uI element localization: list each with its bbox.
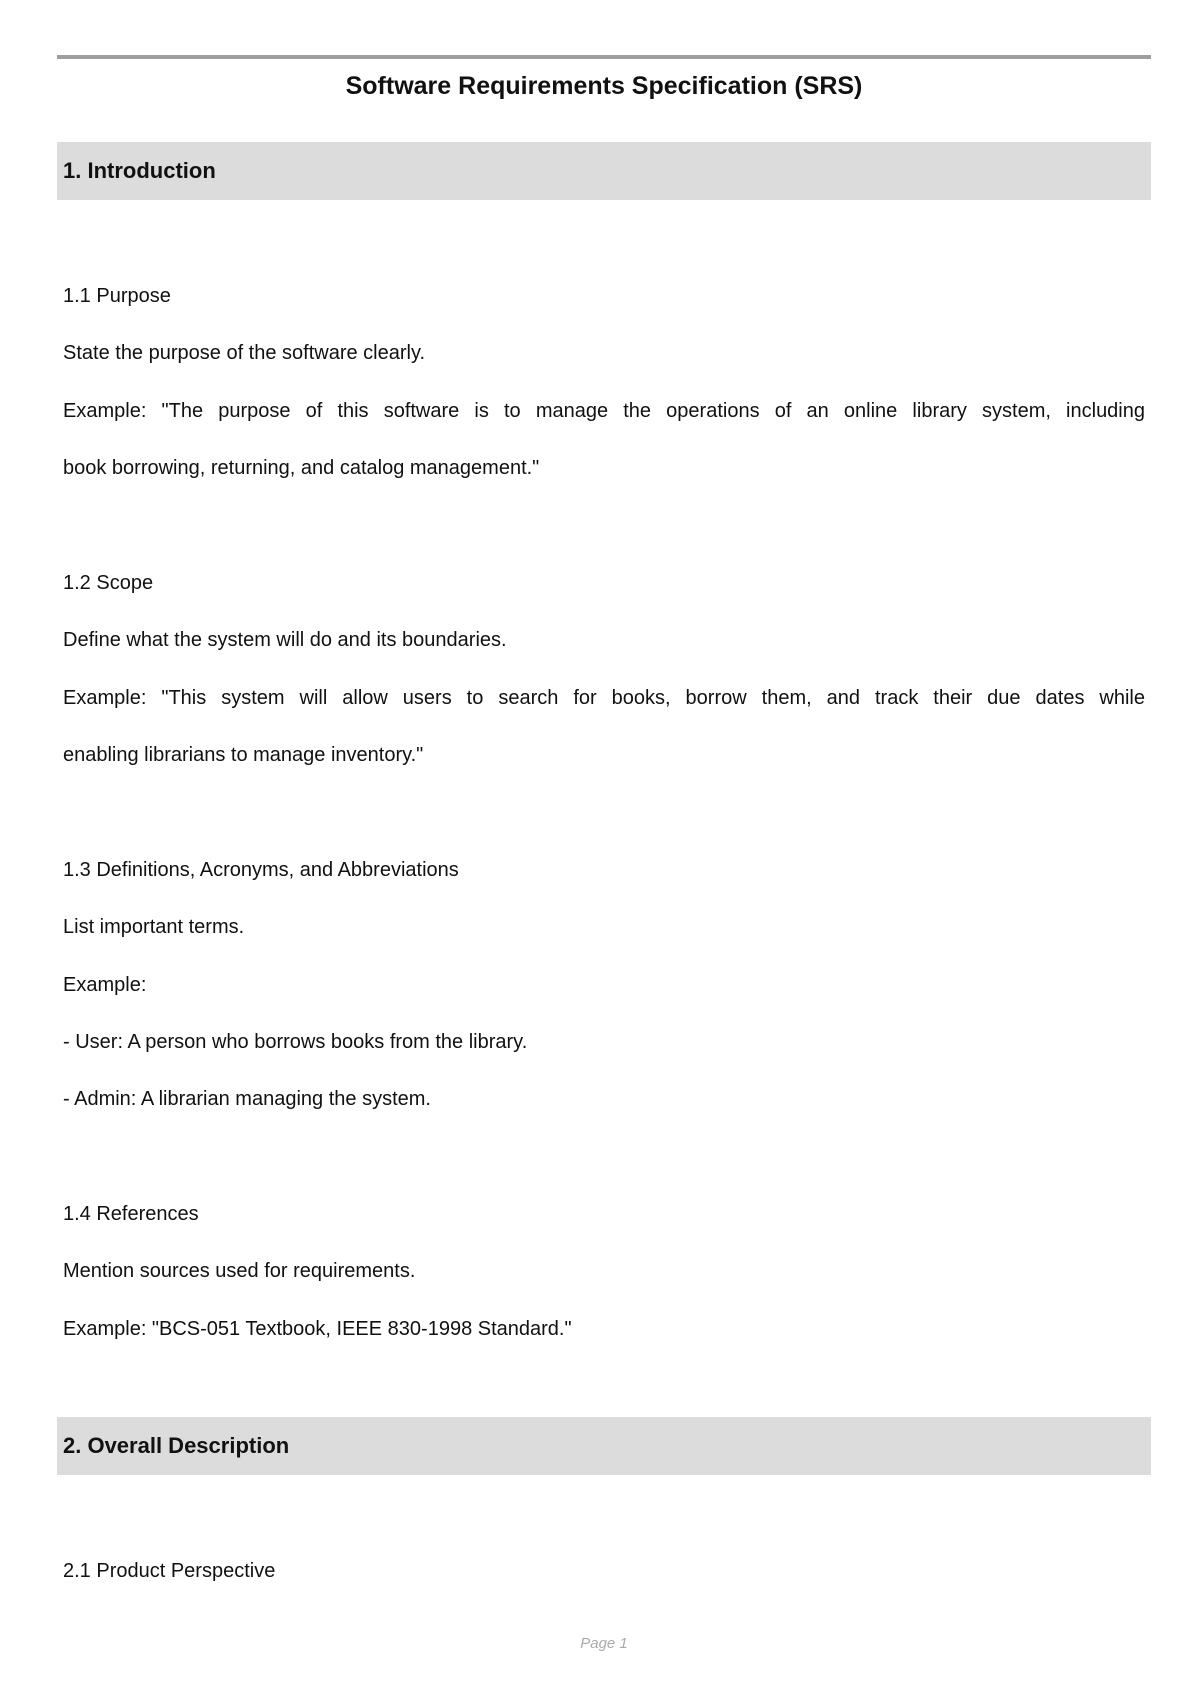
list-item: - Admin: A librarian managing the system. [63, 1088, 431, 1110]
section-header-introduction: 1. Introduction [57, 142, 1151, 200]
paragraph-line: enabling librarians to manage inventory." [63, 744, 424, 766]
paragraph-line: book borrowing, returning, and catalog management." [63, 457, 540, 479]
paragraph-line: Example: "The purpose of this software is to manage the operations of an online library system, including [63, 400, 1145, 422]
list-item: - User: A person who borrows books from the library. [63, 1031, 528, 1053]
subsection-title-references: 1.4 References [63, 1203, 199, 1225]
subsection-title-product-perspective: 2.1 Product Perspective [63, 1560, 276, 1582]
paragraph-line: State the purpose of the software clearly. [63, 342, 426, 364]
top-rule [57, 55, 1151, 59]
paragraph-line: Define what the system will do and its boundaries. [63, 629, 507, 651]
document-page [57, 0, 1151, 1696]
paragraph-line: List important terms. [63, 916, 245, 938]
subsection-title-scope: 1.2 Scope [63, 572, 154, 594]
subsection-title-definitions: 1.3 Definitions, Acronyms, and Abbreviations [63, 859, 459, 881]
paragraph-line: Example: "BCS-051 Textbook, IEEE 830-1998 Standard." [63, 1318, 572, 1340]
subsection-title-purpose: 1.1 Purpose [63, 285, 171, 307]
paragraph-line: Mention sources used for requirements. [63, 1260, 416, 1282]
paragraph-line: Example: [63, 974, 147, 996]
section-header-overall-description: 2. Overall Description [57, 1417, 1151, 1475]
page-number: Page 1 [580, 1635, 628, 1652]
document-title: Software Requirements Specification (SRS) [345, 72, 863, 100]
paragraph-line: Example: "This system will allow users to search for books, borrow them, and track their due dates while [63, 687, 1145, 709]
